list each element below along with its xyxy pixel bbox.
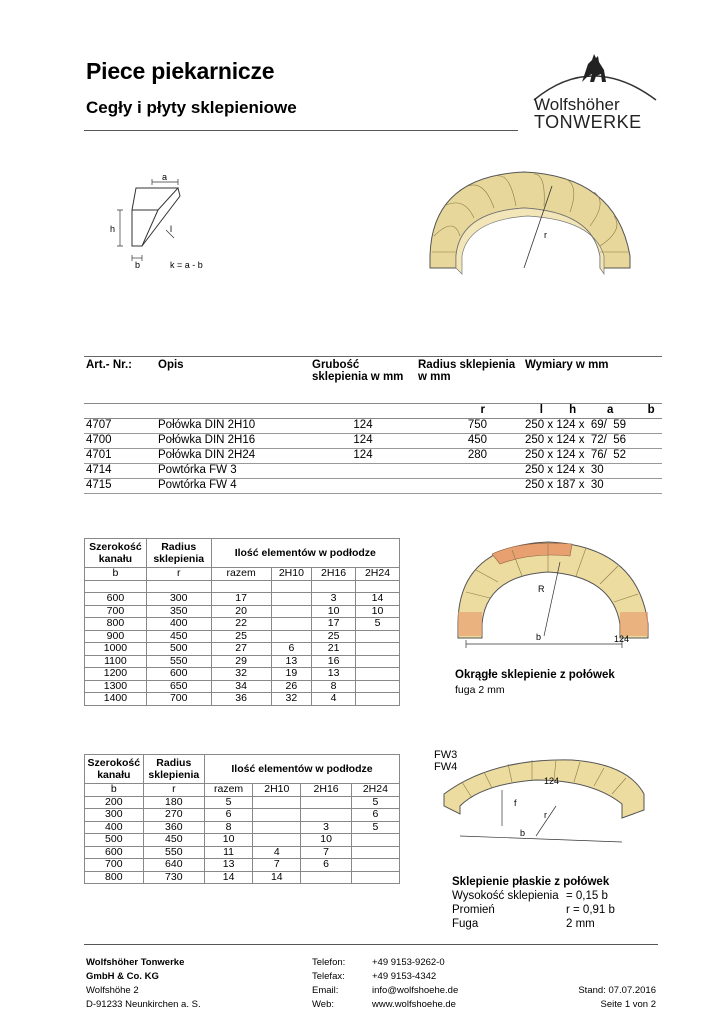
round-cell: 400 (146, 618, 211, 631)
flat-cell: 11 (204, 846, 252, 859)
cell-grubosc (310, 464, 416, 479)
flat-table-subheader (85, 784, 400, 797)
cell-grubosc: 124 (310, 434, 416, 449)
round-cell (356, 630, 400, 643)
round-sub-razem: razem (211, 568, 271, 581)
flat-cell: 360 (143, 821, 204, 834)
flat-cell: 14 (204, 871, 252, 884)
round-cell: 1200 (85, 668, 147, 681)
round-table-header (85, 539, 400, 568)
round-h-ilosc: Ilość elementów w podłodze (211, 539, 399, 568)
round-cell: 16 (312, 655, 356, 668)
flat-table-row (85, 809, 400, 822)
flat-cell: 5 (351, 821, 399, 834)
flat-sub-2h24: 2H24 (351, 784, 399, 797)
col-grubosc: Grubość sklepienia w mm (310, 357, 416, 404)
flat-line2-label: Promień (452, 904, 495, 916)
flat-cell (301, 796, 351, 809)
footer-tel: +49 9153-9262-0 (372, 957, 445, 968)
round-cell: 500 (146, 643, 211, 656)
round-table-subheader (85, 568, 400, 581)
round-cell: 21 (312, 643, 356, 656)
brick-label-l: l (170, 224, 172, 234)
cell-opis: Połówka DIN 2H10 (156, 419, 310, 434)
flat-cell: 600 (85, 846, 144, 859)
arch-illustration-top (424, 156, 660, 286)
sub-l: l (539, 404, 543, 416)
flat-cell: 450 (143, 834, 204, 847)
round-sub-b: b (85, 568, 147, 581)
round-cell: 26 (271, 680, 311, 693)
brick-label-b: b (135, 260, 141, 270)
round-table-row (85, 618, 400, 631)
cell-wymiary: 250 x 124 x 69/ 59 (523, 419, 662, 434)
product-table (84, 356, 662, 494)
round-cell (356, 643, 400, 656)
sub-a: a (607, 404, 614, 416)
round-cell: 450 (146, 630, 211, 643)
round-cell: 300 (146, 593, 211, 606)
flat-line3-value: 2 mm (566, 918, 595, 930)
cell-art: 4714 (84, 464, 156, 479)
flat-cell: 8 (204, 821, 252, 834)
page-title: Piece piekarnicze (86, 58, 275, 84)
flat-table-row (85, 834, 400, 847)
flat-cell: 400 (85, 821, 144, 834)
flat-h-ilosc: Ilość elementów w podłodze (204, 755, 399, 784)
header-divider (84, 130, 518, 131)
flat-line1-label: Wysokość sklepienia (452, 890, 559, 902)
round-cell: 6 (271, 643, 311, 656)
col-radius: Radius sklepienia w mm (416, 357, 523, 404)
sub-r: r (416, 404, 523, 419)
cell-wymiary: 250 x 187 x 30 (523, 479, 662, 494)
round-cell (356, 668, 400, 681)
round-cell: 22 (211, 618, 271, 631)
round-cell: 1300 (85, 680, 147, 693)
round-cell: 8 (312, 680, 356, 693)
flat-cell: 700 (85, 859, 144, 872)
flat-cell (351, 871, 399, 884)
footer-email-link[interactable]: info@wolfshoehe.de (372, 985, 459, 996)
product-row (84, 419, 662, 434)
round-cell: 14 (356, 593, 400, 606)
flat-cell: 13 (204, 859, 252, 872)
product-table-subheader (84, 404, 662, 419)
footer-street: Wolfshöhe 2 (86, 985, 139, 996)
round-sub-2h24: 2H24 (356, 568, 400, 581)
round-cell: 19 (271, 668, 311, 681)
flat-cell: 6 (301, 859, 351, 872)
cell-radius: 280 (416, 449, 523, 464)
cell-opis: Powtórka FW 4 (156, 479, 310, 494)
footer-email-label: Email: (312, 985, 339, 996)
flat-table-row (85, 796, 400, 809)
flat-cell: 640 (143, 859, 204, 872)
flat-cell: 14 (253, 871, 301, 884)
brick-formula: k = a - b (170, 260, 203, 270)
flat-cell: 300 (85, 809, 144, 822)
round-cell: 700 (85, 605, 147, 618)
footer-divider (84, 944, 658, 945)
footer-city: D-91233 Neunkirchen a. S. (86, 999, 201, 1010)
round-cell: 1000 (85, 643, 147, 656)
flat-cell: 6 (351, 809, 399, 822)
round-table-row (85, 593, 400, 606)
flat-cell (253, 809, 301, 822)
flat-cell: 550 (143, 846, 204, 859)
page-subtitle: Cegły i płyty sklepieniowe (86, 98, 297, 117)
round-h-rad: Radius sklepienia (146, 539, 211, 568)
footer-web-link[interactable]: www.wolfshoehe.de (372, 999, 456, 1010)
cell-wymiary: 250 x 124 x 72/ 56 (523, 434, 662, 449)
round-cell: 17 (211, 593, 271, 606)
round-table-row (85, 668, 400, 681)
round-cell: 25 (211, 630, 271, 643)
flat-sub-r: r (143, 784, 204, 797)
cell-wymiary: 250 x 124 x 30 (523, 464, 662, 479)
flat-cell: 200 (85, 796, 144, 809)
flat-cell (351, 859, 399, 872)
round-cell: 10 (356, 605, 400, 618)
footer-company1: Wolfshöher Tonwerke (86, 957, 185, 968)
col-opis: Opis (156, 357, 310, 404)
round-cell: 25 (312, 630, 356, 643)
sub-h: h (569, 404, 577, 416)
footer-stand: Stand: 07.07.2016 (578, 985, 656, 996)
round-cell: 600 (85, 593, 147, 606)
round-arch-table (84, 538, 400, 706)
col-wymiary: Wymiary w mm (523, 357, 662, 404)
round-label-b: b (536, 632, 542, 642)
flat-arch-table (84, 754, 400, 884)
footer-fax-label: Telefax: (312, 971, 345, 982)
round-cell: 13 (312, 668, 356, 681)
round-cell: 17 (312, 618, 356, 631)
flat-label-f: f (514, 798, 517, 808)
flat-cell: 6 (204, 809, 252, 822)
footer-company2: GmbH & Co. KG (86, 971, 159, 982)
round-cell (271, 618, 311, 631)
round-label-R: R (538, 584, 545, 594)
flat-cell: 5 (351, 796, 399, 809)
flat-h-szer: Szerokość kanału (85, 755, 144, 784)
flat-line2-value: r = 0,91 b (566, 904, 615, 916)
footer-fax: +49 9153-4342 (372, 971, 437, 982)
flat-cell: 180 (143, 796, 204, 809)
flat-cell: 800 (85, 871, 144, 884)
brick-dimension-diagram (108, 168, 218, 278)
flat-cell (301, 809, 351, 822)
flat-sub-razem: razem (204, 784, 252, 797)
flat-sub-2h10: 2H10 (253, 784, 301, 797)
sub-dims (523, 404, 662, 419)
round-cell: 4 (312, 693, 356, 706)
round-cell: 600 (146, 668, 211, 681)
round-cell (356, 655, 400, 668)
arch-illustration-flat (432, 746, 664, 864)
footer-web-label: Web: (312, 999, 335, 1010)
round-cell (356, 680, 400, 693)
round-cell: 700 (146, 693, 211, 706)
cell-wymiary: 250 x 124 x 76/ 52 (523, 449, 662, 464)
round-cell: 1400 (85, 693, 147, 706)
round-cell: 900 (85, 630, 147, 643)
flat-cell: 7 (253, 859, 301, 872)
round-cell: 5 (356, 618, 400, 631)
flat-arch-caption: Sklepienie płaskie z połówek (452, 876, 610, 888)
flat-cell (253, 821, 301, 834)
round-table-row (85, 605, 400, 618)
cell-art: 4700 (84, 434, 156, 449)
cell-radius: 450 (416, 434, 523, 449)
brick-label-a: a (162, 172, 168, 182)
round-cell: 3 (312, 593, 356, 606)
flat-cell (253, 796, 301, 809)
company-logo (532, 52, 662, 132)
round-label-124: 124 (614, 634, 630, 644)
flat-line1-value: = 0,15 b (566, 890, 608, 902)
flat-cell: 3 (301, 821, 351, 834)
round-h-szer: Szerokość kanału (85, 539, 147, 568)
round-cell: 20 (211, 605, 271, 618)
flat-sub-b: b (85, 784, 144, 797)
round-cell: 13 (271, 655, 311, 668)
flat-table-row (85, 871, 400, 884)
round-table-row (85, 643, 400, 656)
round-table-row (85, 630, 400, 643)
cell-art: 4715 (84, 479, 156, 494)
flat-line3-label: Fuga (452, 918, 479, 930)
round-cell: 650 (146, 680, 211, 693)
cell-grubosc: 124 (310, 419, 416, 434)
arch-top-label-r: r (544, 230, 547, 240)
round-sub-r: r (146, 568, 211, 581)
round-cell: 1100 (85, 655, 147, 668)
round-table-row (85, 655, 400, 668)
col-art: Art.- Nr.: (84, 357, 156, 404)
flat-cell: 500 (85, 834, 144, 847)
flat-label-fw3: FW3 (434, 749, 458, 761)
arch-illustration-round (452, 532, 662, 650)
flat-cell (351, 846, 399, 859)
sub-b: b (647, 404, 655, 416)
round-cell (271, 630, 311, 643)
footer-tel-label: Telefon: (312, 957, 346, 968)
flat-cell: 5 (204, 796, 252, 809)
round-cell (271, 605, 311, 618)
flat-label-124: 124 (544, 776, 560, 786)
flat-cell: 270 (143, 809, 204, 822)
cell-radius (416, 479, 523, 494)
flat-cell: 730 (143, 871, 204, 884)
cell-art: 4701 (84, 449, 156, 464)
flat-cell: 7 (301, 846, 351, 859)
cell-radius: 750 (416, 419, 523, 434)
cell-grubosc (310, 479, 416, 494)
round-cell: 32 (211, 668, 271, 681)
flat-table-row (85, 846, 400, 859)
round-cell (271, 593, 311, 606)
brick-label-h: h (110, 224, 116, 234)
flat-table-header (85, 755, 400, 784)
cell-radius (416, 464, 523, 479)
product-row (84, 449, 662, 464)
cell-grubosc: 124 (310, 449, 416, 464)
footer-page: Seite 1 von 2 (600, 999, 656, 1010)
product-row (84, 434, 662, 449)
round-cell: 550 (146, 655, 211, 668)
round-sub-2h10: 2H10 (271, 568, 311, 581)
round-table-spacer (85, 580, 400, 593)
round-cell: 32 (271, 693, 311, 706)
flat-label-r: r (544, 810, 547, 820)
product-table-header (84, 357, 662, 404)
round-cell: 27 (211, 643, 271, 656)
round-cell: 350 (146, 605, 211, 618)
round-cell: 800 (85, 618, 147, 631)
flat-table-row (85, 821, 400, 834)
round-cell: 36 (211, 693, 271, 706)
flat-h-rad: Radius sklepienia (143, 755, 204, 784)
flat-cell (253, 834, 301, 847)
round-arch-fuga: fuga 2 mm (455, 684, 505, 696)
cell-art: 4707 (84, 419, 156, 434)
round-cell: 34 (211, 680, 271, 693)
flat-label-b: b (520, 828, 526, 838)
product-row (84, 464, 662, 479)
flat-label-fw4: FW4 (434, 761, 458, 773)
round-table-row (85, 680, 400, 693)
logo-subname: TONWERKE (534, 112, 642, 132)
product-row (84, 479, 662, 494)
round-sub-2h16: 2H16 (312, 568, 356, 581)
round-cell: 10 (312, 605, 356, 618)
round-arch-caption: Okrągłe sklepienie z połówek (455, 669, 615, 681)
flat-sub-2h16: 2H16 (301, 784, 351, 797)
flat-table-row (85, 859, 400, 872)
round-cell: 29 (211, 655, 271, 668)
flat-cell: 10 (301, 834, 351, 847)
flat-cell: 4 (253, 846, 301, 859)
flat-cell (301, 871, 351, 884)
round-table-row (85, 693, 400, 706)
logo-name: Wolfshöher (534, 95, 620, 114)
flat-cell: 10 (204, 834, 252, 847)
cell-opis: Połówka DIN 2H16 (156, 434, 310, 449)
round-cell (356, 693, 400, 706)
cell-opis: Powtórka FW 3 (156, 464, 310, 479)
flat-cell (351, 834, 399, 847)
cell-opis: Połówka DIN 2H24 (156, 449, 310, 464)
